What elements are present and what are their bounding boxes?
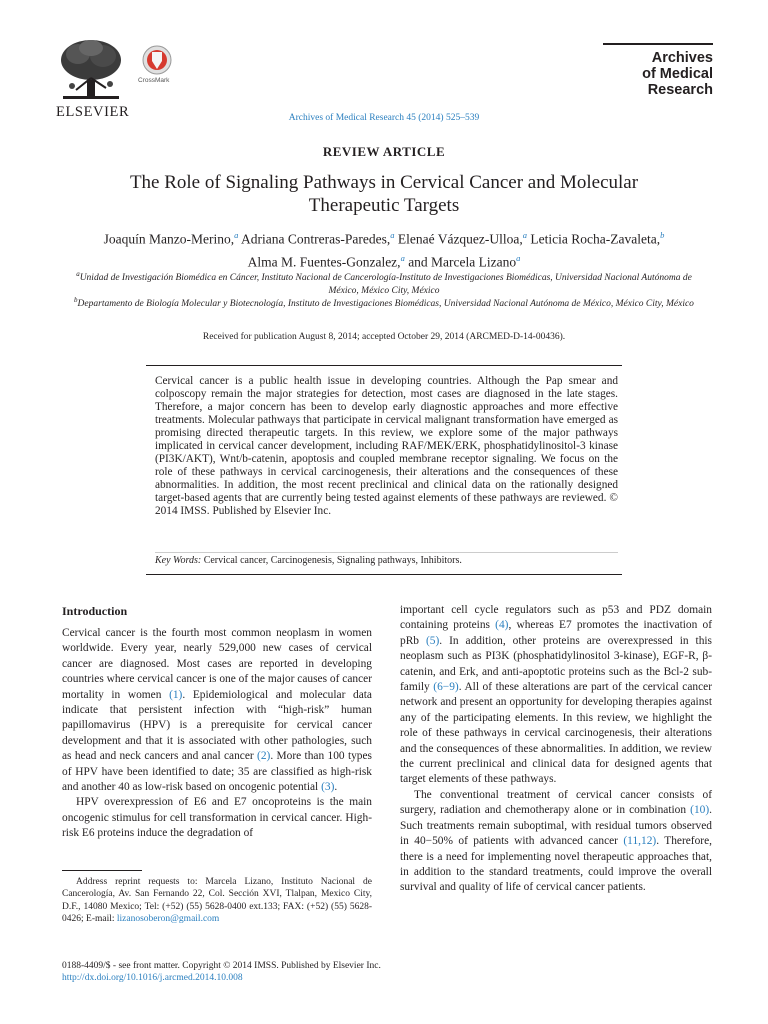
journal-citation[interactable]: Archives of Medical Research 45 (2014) 525–539 xyxy=(288,113,480,123)
crossmark-label: CrossMark xyxy=(138,77,170,84)
paragraph xyxy=(400,788,712,896)
paragraph xyxy=(400,603,712,788)
body-text: Cervical cancer is the fourth most common neoplasm in women worldwide. Every year, nearly 529,000 new cases of cervical cancer are diagnosed. Most cases are reported in developing countries where cervical cancer is one of the major causes of cancer mortality in women xyxy=(62,627,372,701)
citation-link[interactable]: (4) xyxy=(495,619,509,632)
article-title: The Role of Signaling Pathways in Cervical Cancer and Molecular Therapeutic Targets xyxy=(129,172,639,216)
author-list: Joaquín Manzo-Merino,$^a$ Adriana Contreras-Paredes,$^a$ Elenaé Vázquez-Ulloa,$^a$ Leticia Rocha-Zavaleta,$^b$ Alma M. Fuentes-Gonzalez,$^a$ and Marcela Lizano$^a$ xyxy=(103,230,665,269)
abstract: Cervical cancer is a public health issue in developing countries. Although the Pap smear and colposcopy remain the major strategies for detection, most cases are diagnosed in the late stages. Therefore, a major concern has been to develop early diagnostic approaches and more effective treatments. Molecular pathways that participate in cervical malignant transformation have emerged as promising directed therapeutic targets. In this review, we explore some of the major pathways implicated in cervical cancer development, including RAF/MEK/ERK, phosphatidylinositol-3 kinase (PI3K/AKT), Wnt/b-catenin, apoptosis and coupled membrane receptor signaling. We focus on the role of these pathways in cervical carcinogenesis, their alterations and the consequences of these abnormalities. In addition, the most recent preclinical and clinical data on the rationally designed target-based agents that are currently being tested against elements of these pathways are reviewed. © 2014 IMSS. Published by Elsevier Inc. xyxy=(155,375,618,517)
footnote-divider xyxy=(62,870,142,871)
doi-link[interactable]: http://dx.doi.org/10.1016/j.arcmed.2014.10.008 xyxy=(62,973,243,984)
copyright-line: 0188-4409/$ - see front matter. Copyright © 2014 IMSS. Published by Elsevier Inc. xyxy=(62,961,381,971)
journal-title: Archives of Medical Research xyxy=(642,50,713,98)
publisher-name: ELSEVIER xyxy=(56,104,130,120)
body-text: important cell cycle regulators such as p53 and PDZ domain containing proteins xyxy=(400,604,712,632)
received-dates: Received for publication August 8, 2014; accepted October 29, 2014 (ARCMED-D-14-00436). xyxy=(202,332,566,342)
affiliation-a: $^a$Unidad de Investigación Biomédica en Cáncer, Instituto Nacional de Cancerología-Instituto de Investigaciones Biomédicas, Universidad Nacional Autónoma de México, México City, México xyxy=(76,270,692,297)
citation-link[interactable]: (10) xyxy=(690,804,710,817)
body-text: . All of these alterations are part of the cervical cancer network and present an opportunity for developing therapies against any of the participating elements. In this review, we highlight the role of these pathways in cervical carcinogenesis, their alterations and the consequences of these abnormalities. In addition, we review the current preclinical and clinical data for designed agents that target elements of these pathways. xyxy=(400,681,712,786)
citation-link[interactable]: (11,12) xyxy=(623,835,657,848)
body-column-right xyxy=(400,603,712,896)
body-text: . Therefore, there is a need for implementing novel therapeutic approaches that, in addition to the standard treatments, could improve the overall survival and quality of life of cervical cancer patients. xyxy=(400,835,712,894)
body-column-left xyxy=(62,626,372,842)
body-text: The conventional treatment of cervical cancer consists of surgery, radiation and chemotherapy alone or in combination xyxy=(400,788,712,817)
body-text: . In addition, other proteins are overexpressed in this neoplasm such as PI3K (phosphatidylinositol 3-kinase), EGF-R, β-catenin, and Erk, and anti-apoptotic proteins such as the Bcl-2 sub-family xyxy=(400,634,712,694)
article-type: REVIEW ARTICLE xyxy=(322,144,446,159)
citation-link[interactable]: (5) xyxy=(425,634,440,647)
citation-link[interactable]: (1) xyxy=(169,688,183,701)
journal-title-block xyxy=(603,43,713,117)
citation-link[interactable]: (6−9) xyxy=(433,681,459,694)
citation-link[interactable]: (3) xyxy=(321,781,335,794)
body-text: . More than 100 types of HPV have been identified to date; 35 are classified as high-risk and another 40 as low-risk based on oncogenic potential xyxy=(62,750,372,794)
email-link[interactable]: lizanosoberon@gmail.com xyxy=(116,914,220,925)
body-text: . xyxy=(334,781,338,794)
paragraph xyxy=(62,795,372,841)
body-text: . Such treatments remain suboptimal, with residual tumors observed in 40−50% of patients with advanced cancer xyxy=(400,804,712,848)
crossmark-icon[interactable] xyxy=(142,45,172,75)
elsevier-tree-logo xyxy=(58,38,124,102)
paragraph xyxy=(62,626,372,795)
body-text: HPV overexpression of E6 and E7 oncoproteins is the main oncogenic stimulus for cell transformation in cervical cancer. High-risk E6 proteins induce the degradation of xyxy=(62,796,372,840)
body-text: . Epidemiological and molecular data indicate that persistent infection with “high-risk” human papillomavirus (HPV) is a prerequisite for cervical cancer development and that it is associated with other pathologies, such as head and neck cancers and anal cancer xyxy=(62,688,372,763)
citation-link[interactable]: (2) xyxy=(257,750,271,763)
keywords: Key Words: Cervical cancer, Carcinogenesis, Signaling pathways, Inhibitors. xyxy=(155,552,618,566)
section-heading-introduction: Introduction xyxy=(62,604,128,618)
affiliation-b: $^b$Departamento de Biología Molecular y Biotecnología, Instituto de Investigaciones Biomédicas, Universidad Nacional Autónoma de México, México City, México xyxy=(74,296,694,310)
correspondence-footnote: Address reprint requests to: Marcela Lizano, Instituto Nacional de Cancerología, Av. San Fernando 22, Col. Sección XVI, Tlalpan, Mexico City, D.F., 14080 Mexico; Tel: (+52) (55) 5628-0400 ext.133; FAX: (+52) (55) 5628-0426; E-mail: lizanosoberon@gmail.com xyxy=(62,877,372,925)
body-text: , whereas E7 promotes the inactivation of pRb xyxy=(400,619,712,647)
page-footer xyxy=(62,960,381,985)
